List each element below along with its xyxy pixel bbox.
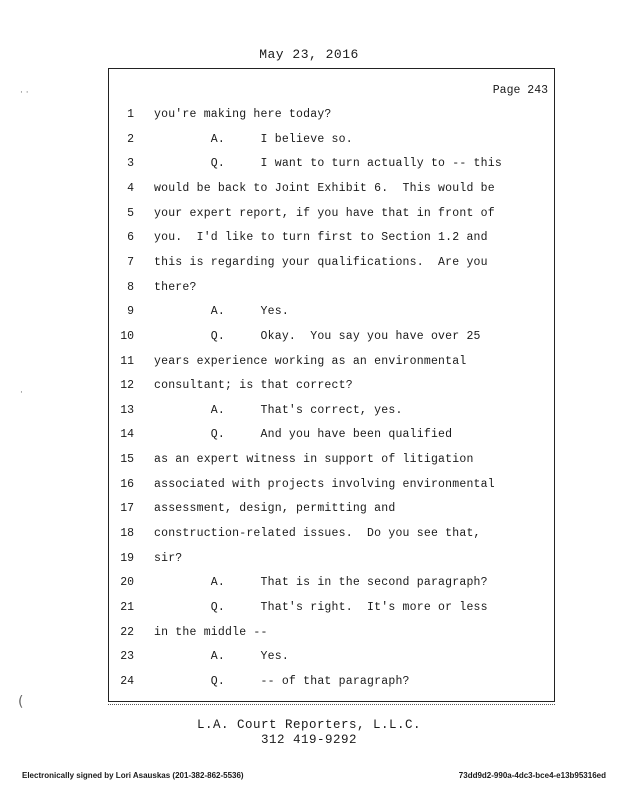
- transcript-line-text: A. That's correct, yes.: [154, 404, 403, 417]
- line-number: 21: [120, 601, 134, 614]
- frame-bottom-rule: [108, 704, 555, 707]
- transcript-line-text: Q. I want to turn actually to -- this: [154, 157, 502, 170]
- line-number: 12: [120, 379, 134, 392]
- line-number: 7: [127, 256, 134, 269]
- line-number: 14: [120, 428, 134, 441]
- line-number: 8: [127, 281, 134, 294]
- line-number: 11: [120, 355, 134, 368]
- transcript-line-text: this is regarding your qualifications. Are you: [154, 256, 488, 269]
- court-reporter-name: L.A. Court Reporters, L.L.C.: [196, 718, 422, 732]
- line-number: 9: [127, 305, 134, 318]
- scan-bracket-mark: (: [18, 694, 24, 710]
- line-number: 10: [120, 330, 134, 343]
- transcript-line-text: years experience working as an environmental: [154, 355, 467, 368]
- electronic-signature-note: Electronically signed by Lori Asauskas (201-382-862-5536): [22, 771, 244, 780]
- transcript-line-text: assessment, design, permitting and: [154, 502, 396, 515]
- transcript-line-text: your expert report, if you have that in front of: [154, 207, 495, 220]
- transcript-line-text: A. That is in the second paragraph?: [154, 576, 488, 589]
- line-number: 13: [120, 404, 134, 417]
- transcript-line-text: consultant; is that correct?: [154, 379, 353, 392]
- transcript-line-text: sir?: [154, 552, 183, 565]
- scan-speck-mark: ·: [20, 388, 23, 398]
- line-number: 17: [120, 502, 134, 515]
- transcript-line-text: associated with projects involving environmental: [154, 478, 495, 491]
- line-number: 1: [127, 108, 134, 121]
- transcript-line-text: as an expert witness in support of litigation: [154, 453, 474, 466]
- line-number: 4: [127, 182, 134, 195]
- document-hash-id: 73dd9d2-990a-4dc3-bce4-e13b95316ed: [458, 771, 606, 780]
- line-number: 22: [120, 626, 134, 639]
- transcript-line-text: you're making here today?: [154, 108, 332, 121]
- scan-speck-mark: · ·: [20, 88, 29, 98]
- line-number: 5: [127, 207, 134, 220]
- line-number: 23: [120, 650, 134, 663]
- line-number: 2: [127, 133, 134, 146]
- line-number: 20: [120, 576, 134, 589]
- transcript-line-text: would be back to Joint Exhibit 6. This would be: [154, 182, 495, 195]
- transcript-line-text: A. Yes.: [154, 305, 289, 318]
- page-number: Page 243: [492, 84, 548, 97]
- line-number: 3: [127, 157, 134, 170]
- line-number: 18: [120, 527, 134, 540]
- line-number: 16: [120, 478, 134, 491]
- transcript-line-text: Q. Okay. You say you have over 25: [154, 330, 481, 343]
- transcript-line-text: A. I believe so.: [154, 133, 353, 146]
- line-number: 24: [120, 675, 134, 688]
- transcript-line-text: you. I'd like to turn first to Section 1.2 and: [154, 231, 488, 244]
- line-number: 15: [120, 453, 134, 466]
- transcript-line-text: in the middle --: [154, 626, 268, 639]
- court-reporter-phone: 312 419-9292: [260, 733, 357, 747]
- transcript-line-text: Q. That's right. It's more or less: [154, 601, 488, 614]
- transcript-line-text: Q. And you have been qualified: [154, 428, 453, 441]
- document-date: May 23, 2016: [259, 47, 359, 62]
- line-number: 6: [127, 231, 134, 244]
- line-number: 19: [120, 552, 134, 565]
- transcript-line-text: A. Yes.: [154, 650, 289, 663]
- transcript-line-text: there?: [154, 281, 197, 294]
- transcript-line-text: Q. -- of that paragraph?: [154, 675, 410, 688]
- transcript-line-text: construction-related issues. Do you see that,: [154, 527, 481, 540]
